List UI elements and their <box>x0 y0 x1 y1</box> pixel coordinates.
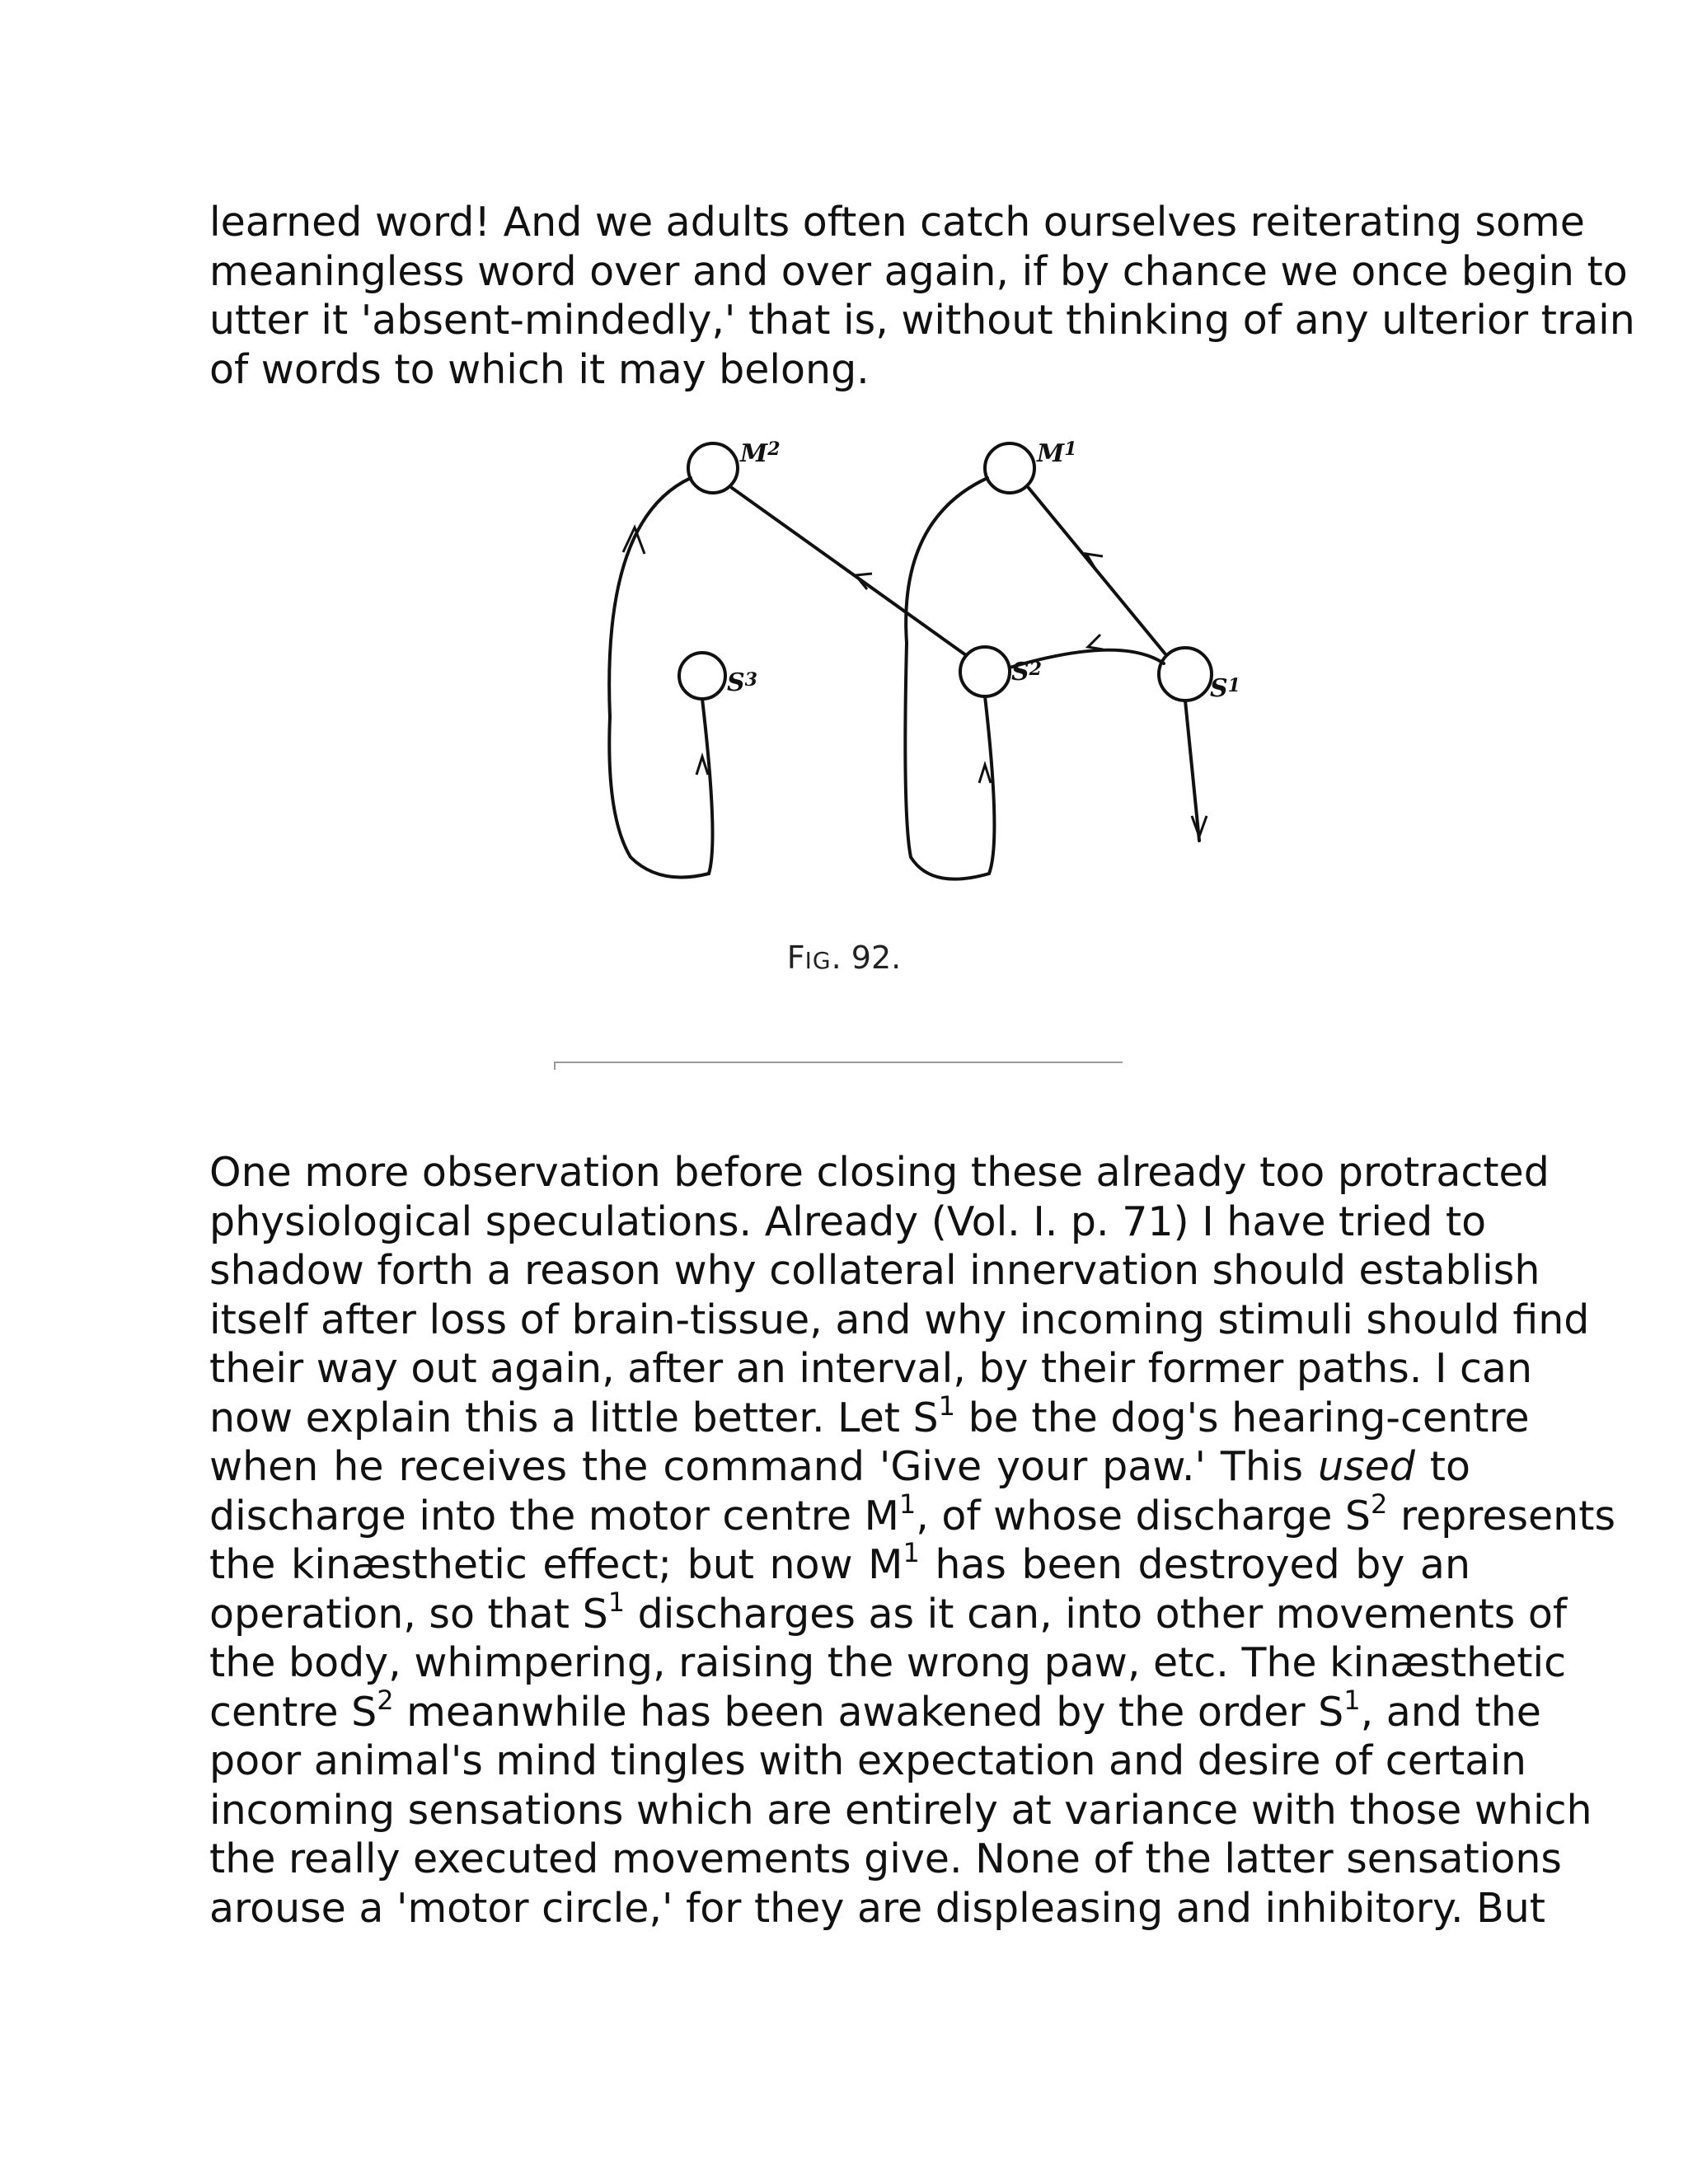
text-line: of words to which it may belong. <box>209 345 870 393</box>
text-line: arouse a 'motor circle,' for they are displeasing and inhibitory. But <box>209 1884 1545 1932</box>
arrow-head <box>1088 635 1103 649</box>
text-line <box>209 1390 1530 1443</box>
text-line: meaningless word over and over again, if by chance we once begin to <box>209 247 1628 295</box>
text-run: meanwhile has been awakened by the order S <box>393 1688 1344 1736</box>
text-line: One more observation before closing these already too protracted <box>209 1149 1550 1196</box>
text-run: discharges as it can, into other movements of <box>625 1590 1568 1638</box>
edge-s2-m2 <box>732 488 966 655</box>
main-paragraph <box>209 1148 1615 1933</box>
text-run: , of whose discharge S <box>916 1492 1372 1540</box>
nerve-circuit-diagram <box>544 429 1240 931</box>
label-m1: $M^1$ <box>1037 438 1077 468</box>
superscript: 1 <box>1343 1684 1361 1716</box>
text-line: utter it 'absent-mindedly,' that is, without thinking of any ulterior train <box>209 297 1635 344</box>
text-line: shadow forth a reason why collateral innervation should establish <box>209 1247 1540 1294</box>
node-m1 <box>985 443 1034 493</box>
text-line <box>209 1684 1541 1737</box>
label-s2: $S^2$ <box>1011 658 1042 687</box>
caption-prefix: F <box>786 940 805 976</box>
superscript: 1 <box>898 1488 917 1520</box>
superscript: 1 <box>607 1586 626 1618</box>
node-s2 <box>960 647 1010 696</box>
label-s1: $S^1$ <box>1210 674 1240 703</box>
arrow-head <box>979 765 991 783</box>
text-run: to <box>1414 1443 1470 1490</box>
figure-caption <box>0 940 1688 976</box>
text-run: be the dog's hearing-centre <box>955 1394 1530 1441</box>
text-run: when he receives the command 'Give your paw.' This <box>209 1443 1318 1490</box>
label-m2: $M^2$ <box>740 438 781 468</box>
text-line: physiological speculations. Already (Vol. I. p. 71) I have tried to <box>209 1197 1487 1245</box>
text-line <box>209 1488 1615 1541</box>
superscript: 2 <box>1371 1488 1388 1520</box>
arrow-head <box>696 757 708 775</box>
text-run: , and the <box>1360 1688 1541 1736</box>
node-s3 <box>679 653 725 699</box>
top-paragraph <box>209 198 1635 394</box>
text-line: incoming sensations which are entirely at variance with those which <box>209 1786 1592 1834</box>
text-run: centre S <box>209 1688 377 1736</box>
edge-s1-m1 <box>1029 488 1166 655</box>
text-line: poor animal's mind tingles with expectation and desire of certain <box>209 1737 1526 1784</box>
text-run: represents <box>1387 1492 1615 1540</box>
text-run: has been destroyed by an <box>919 1541 1470 1588</box>
node-m2 <box>688 443 738 493</box>
caption-smallcaps: IG <box>804 947 832 974</box>
text-line <box>209 1537 1470 1590</box>
text-run: the kinæsthetic effect; but now M <box>209 1541 903 1588</box>
emphasis: used <box>1317 1443 1415 1490</box>
text-run: operation, so that S <box>209 1590 608 1638</box>
text-line: learned word! And we adults often catch ourselves reiterating some <box>209 199 1585 246</box>
superscript: 2 <box>377 1684 394 1716</box>
text-run: discharge into the motor centre M <box>209 1492 899 1540</box>
text-line <box>209 1586 1568 1639</box>
figure-92-diagram <box>544 429 1240 931</box>
label-s3: $S^3$ <box>727 668 757 697</box>
superscript: 1 <box>903 1537 920 1568</box>
caption-suffix: . 92. <box>831 940 902 976</box>
text-run: now explain this a little better. Let S <box>209 1394 939 1441</box>
text-line: their way out again, after an interval, by their former paths. I can <box>209 1345 1533 1392</box>
horizontal-rule <box>554 1062 1123 1063</box>
text-line: the really executed movements give. None of the latter sensations <box>209 1835 1562 1882</box>
superscript: 1 <box>938 1390 955 1422</box>
text-line: the body, whimpering, raising the wrong paw, etc. The kinæsthetic <box>209 1639 1567 1686</box>
text-line <box>209 1442 1470 1492</box>
text-line: itself after loss of brain-tissue, and why incoming stimuli should find <box>209 1296 1590 1343</box>
